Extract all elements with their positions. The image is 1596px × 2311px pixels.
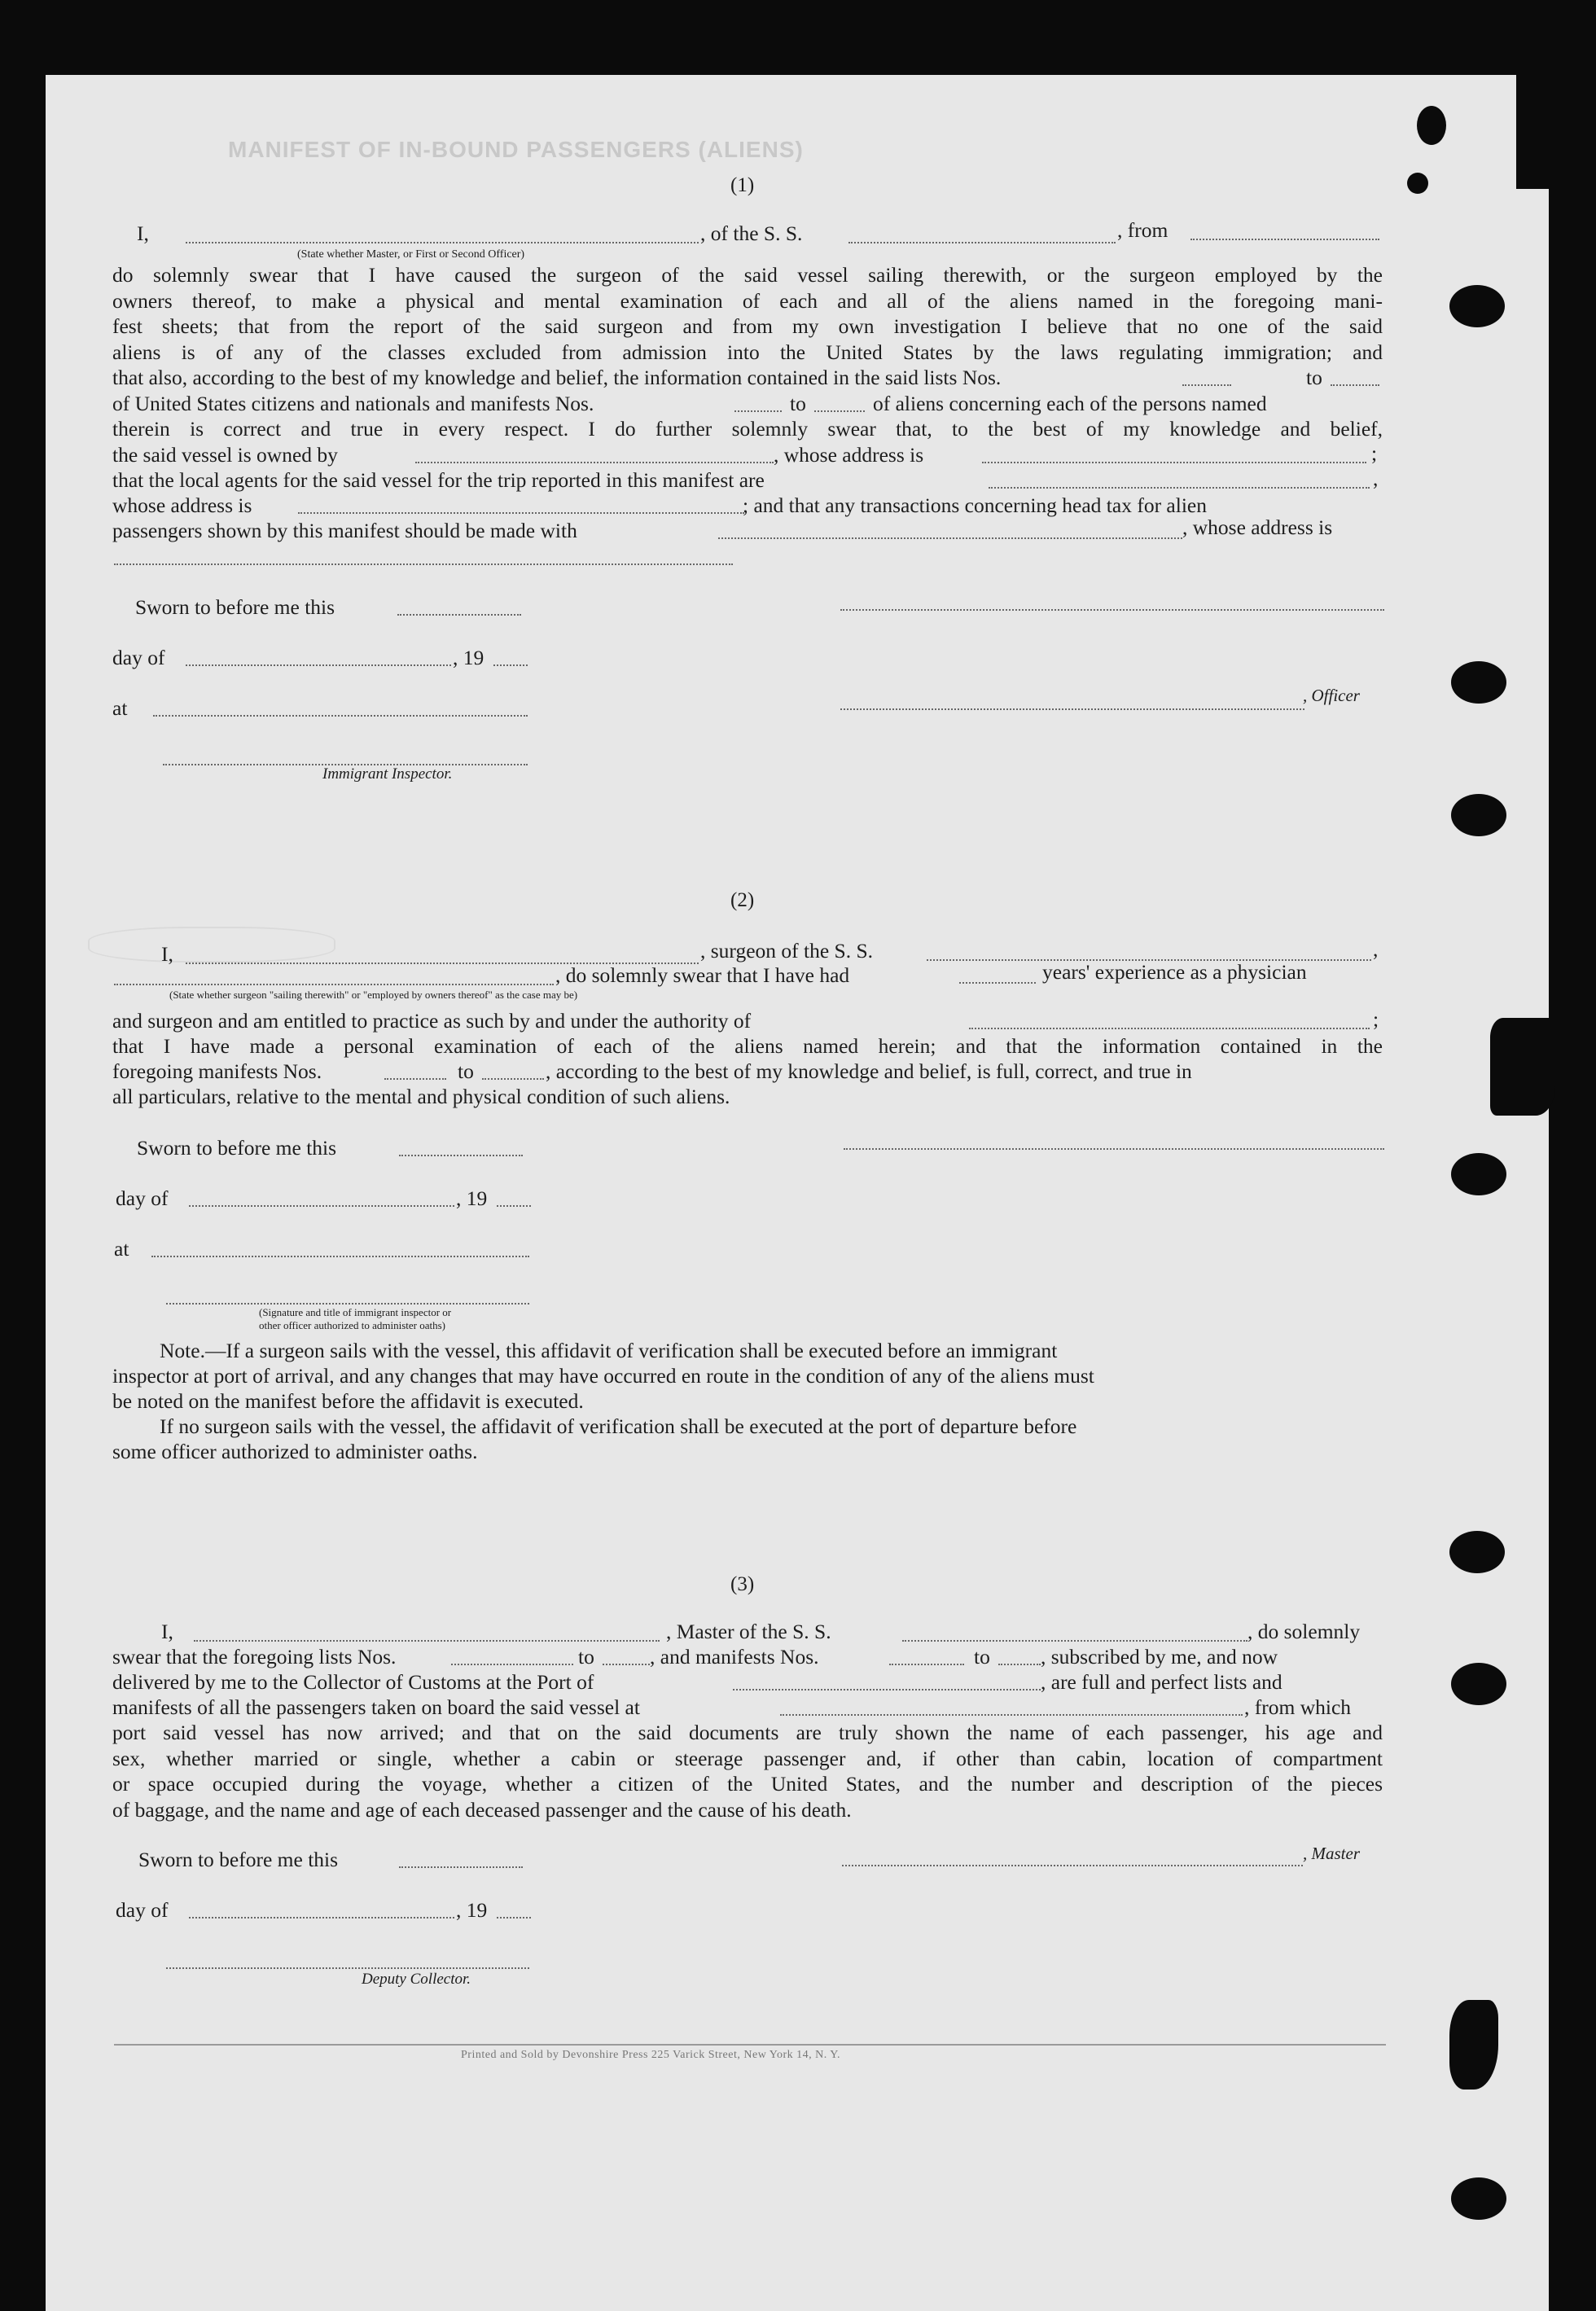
note-line-2: inspector at port of arrival, and any changes that may have occurred en route in the condition of any of the aliens must — [112, 1364, 1094, 1388]
a1-whose-address-label: whose address is — [112, 493, 252, 517]
a3-i-label: I, — [161, 1620, 173, 1643]
torn-edge — [1417, 106, 1446, 145]
a1-whose-address: , whose address is — [774, 443, 924, 467]
a3-subscribed: , subscribed by me, and now — [1041, 1645, 1278, 1669]
a3-line: or space occupied during the voyage, whether a citizen of the United States, and the number and description of the pieces — [112, 1772, 1383, 1796]
a1-officer-note: (State whether Master, or First or Second Officer) — [297, 248, 525, 261]
a1-i-label: I, — [137, 221, 149, 245]
a3-year-field[interactable] — [497, 1917, 531, 1919]
a2-manifests-from-field[interactable] — [384, 1078, 446, 1080]
a3-month-field[interactable] — [189, 1917, 454, 1919]
faint-stamp — [88, 927, 335, 963]
a2-nineteen: , 19 — [456, 1186, 488, 1210]
a3-sworn-day-field[interactable] — [399, 1866, 523, 1868]
a3-master-name-field[interactable] — [194, 1640, 660, 1642]
a1-line: fest sheets; that from the report of the said surgeon and from my own investigation I believe that no one of the said — [112, 314, 1383, 338]
a2-inspector-signature-field[interactable] — [166, 1303, 529, 1305]
a1-from-field[interactable] — [1190, 239, 1379, 240]
a1-from: , from — [1117, 218, 1168, 242]
a2-swear: , do solemnly swear that I have had — [555, 963, 850, 987]
a3-boarding-port-field[interactable] — [780, 1714, 1243, 1716]
a1-owner-address-field[interactable] — [982, 462, 1366, 463]
a3-master-of: , Master of the S. S. — [666, 1620, 831, 1643]
punch-hole — [1449, 285, 1505, 327]
a2-at-field[interactable] — [151, 1256, 529, 1257]
a2-month-field[interactable] — [189, 1205, 454, 1207]
a2-to: to — [458, 1059, 474, 1083]
a1-comma: , — [1373, 467, 1379, 490]
note-line-5: some officer authorized to administer oaths. — [112, 1440, 478, 1463]
a1-local-agents: that the local agents for the said vessel for the trip reported in this manifest are — [112, 468, 765, 492]
a3-paragraph — [112, 1720, 1383, 1822]
a3-and-manifests: , and manifests Nos. — [650, 1645, 819, 1669]
a3-delivered: delivered by me to the Collector of Customs at the Port of — [112, 1670, 594, 1694]
a1-manifests-from-field[interactable] — [734, 410, 782, 412]
a1-line-manifests: of United States citizens and nationals and manifests Nos. — [112, 392, 594, 415]
a3-nineteen: , 19 — [456, 1898, 488, 1922]
a2-at: at — [114, 1237, 129, 1261]
a3-lists-from-field[interactable] — [451, 1664, 573, 1665]
a1-line-lists: that also, according to the best of my knowledge and belief, the information contained in the said lists Nos. — [112, 366, 1002, 389]
a1-head-tax-address-field[interactable] — [114, 563, 733, 565]
a2-day-of: day of — [116, 1186, 169, 1210]
section-3-heading: (3) — [730, 1573, 755, 1595]
a1-day-of: day of — [112, 646, 165, 669]
a3-ship-field[interactable] — [902, 1640, 1247, 1642]
a1-transactions: ; and that any transactions concerning head tax for alien — [743, 493, 1207, 517]
a1-line: therein is correct and true in every respect. I do further solemnly swear that, to the best of my knowledge and belief, — [112, 417, 1383, 441]
a2-signature-note-1: (Signature and title of immigrant inspector or — [259, 1306, 452, 1318]
a1-agents-field[interactable] — [989, 487, 1370, 489]
a1-line: aliens is of any of the classes excluded from admission into the United States by the laws regulating immigration; and — [112, 340, 1383, 364]
a3-sworn: Sworn to before me this — [138, 1848, 339, 1871]
a2-surgeon-note: (State whether surgeon "sailing therewith" or "employed by owners thereof" as the case may be) — [169, 989, 578, 1001]
a2-sworn: Sworn to before me this — [137, 1136, 337, 1160]
a3-to-2: to — [974, 1645, 990, 1669]
a3-lists-to-field[interactable] — [603, 1664, 650, 1665]
torn-edge — [1449, 2000, 1498, 2090]
a2-sworn-day-field[interactable] — [399, 1155, 523, 1156]
a3-master-signature-field[interactable] — [842, 1865, 1303, 1866]
a1-lists-from-field[interactable] — [1182, 384, 1231, 386]
footer-rule — [114, 2044, 1386, 2046]
a2-surgeon-signature-field[interactable] — [844, 1148, 1384, 1150]
note-line-1: Note.—If a surgeon sails with the vessel, this affidavit of verification shall be executed before an immigrant — [160, 1339, 1058, 1362]
bleed-through-title: MANIFEST OF IN-BOUND PASSENGERS (ALIENS) — [228, 137, 804, 162]
section-1-heading: (1) — [730, 174, 755, 196]
a3-do-solemnly: , do solemnly — [1247, 1620, 1361, 1643]
a1-whose-address-end: , whose address is — [1182, 515, 1333, 539]
printer-imprint: Printed and Sold by Devonshire Press 225 Varick Street, New York 14, N. Y. — [461, 2049, 841, 2061]
a2-surgeon-type-field[interactable] — [114, 984, 554, 985]
a1-sworn-day-field[interactable] — [397, 614, 521, 616]
a3-from-which: , from which — [1244, 1695, 1352, 1719]
a1-owner-field[interactable] — [415, 462, 774, 463]
punch-hole — [1451, 1663, 1506, 1705]
a1-year-field[interactable] — [493, 664, 528, 666]
a1-manifests-to-field[interactable] — [814, 410, 865, 412]
a2-semicolon: ; — [1373, 1007, 1379, 1031]
a1-line: do solemnly swear that I have caused the surgeon of the said vessel sailing therewith, or the surgeon employed by the — [112, 263, 1383, 287]
a3-swear-lists: swear that the foregoing lists Nos. — [112, 1645, 397, 1669]
a2-particulars: all particulars, relative to the mental and physical condition of such aliens. — [112, 1085, 730, 1108]
a3-deputy-collector: Deputy Collector. — [362, 1971, 471, 1988]
punch-hole — [1451, 794, 1506, 836]
a1-to-1: to — [1306, 366, 1322, 389]
a2-according: , according to the best of my knowledge and belief, is full, correct, and true in — [546, 1059, 1192, 1083]
a2-line: that I have made a personal examination of each of the aliens named herein; and that the information contained in the — [112, 1034, 1383, 1058]
torn-edge — [1516, 75, 1549, 189]
a1-month-field[interactable] — [186, 664, 451, 666]
a3-manifests-from-field[interactable] — [889, 1664, 964, 1665]
a1-of-aliens: of aliens concerning each of the persons named — [873, 392, 1267, 415]
a1-agents-address-field[interactable] — [298, 512, 744, 514]
a2-year-field[interactable] — [497, 1205, 531, 1207]
a1-officer-label: , Officer — [1303, 686, 1360, 705]
torn-edge — [1407, 173, 1428, 194]
punch-hole — [1451, 1153, 1506, 1195]
a1-officer-signature-field[interactable] — [840, 609, 1384, 611]
a2-signature-note-2: other officer authorized to administer oaths) — [259, 1319, 445, 1331]
a3-day-of: day of — [116, 1898, 169, 1922]
a1-owned-by: the said vessel is owned by — [112, 443, 338, 467]
a2-comma: , — [1373, 937, 1379, 961]
a1-lists-to-field[interactable] — [1331, 384, 1379, 386]
a3-master-label: , Master — [1303, 1844, 1360, 1863]
a2-surgeon-of: , surgeon of the S. S. — [700, 939, 874, 963]
section-2-heading: (2) — [730, 889, 755, 911]
punch-hole — [1451, 661, 1506, 704]
a3-full-perfect: , are full and perfect lists and — [1041, 1670, 1282, 1694]
a3-line: sex, whether married or single, whether a cabin or steerage passenger and, if other than cabin, location of compartment — [112, 1746, 1383, 1770]
a1-sworn: Sworn to before me this — [135, 595, 335, 619]
a1-paragraph-cont — [112, 416, 1383, 442]
a1-officer-title-field[interactable] — [840, 708, 1304, 710]
a1-paragraph — [112, 262, 1383, 365]
a1-immigrant-inspector: Immigrant Inspector. — [322, 765, 453, 783]
a1-to-2: to — [790, 392, 806, 415]
a1-semicolon: ; — [1371, 441, 1378, 465]
a2-years: years' experience as a physician — [1042, 960, 1307, 984]
a2-i-label: I, — [161, 942, 173, 966]
punch-hole — [1451, 2177, 1506, 2220]
a3-port-field[interactable] — [733, 1689, 1041, 1690]
a1-nineteen: , 19 — [453, 646, 484, 669]
note-line-4: If no surgeon sails with the vessel, the affidavit of verification shall be executed at the port of departure before — [160, 1414, 1077, 1438]
a2-authority: and surgeon and am entitled to practice as such by and under the authority of — [112, 1009, 752, 1033]
a3-line: port said vessel has now arrived; and that on the said documents are truly shown the name of each passenger, his age and — [112, 1721, 1383, 1744]
a3-manifests-to-field[interactable] — [998, 1664, 1041, 1665]
a1-line: owners thereof, to make a physical and mental examination of each and all of the aliens named in the foregoing mani- — [112, 288, 1383, 313]
a2-authority-field[interactable] — [969, 1028, 1370, 1029]
note-line-3: be noted on the manifest before the affidavit is executed. — [112, 1389, 584, 1413]
a3-collector-signature-field[interactable] — [166, 1967, 529, 1969]
a1-at: at — [112, 696, 128, 720]
a3-manifests-taken: manifests of all the passengers taken on board the said vessel at — [112, 1695, 640, 1719]
punch-hole — [1449, 1531, 1505, 1573]
a3-to-1: to — [578, 1645, 594, 1669]
a1-of-ss: , of the S. S. — [700, 221, 803, 245]
a1-officer-field[interactable] — [186, 242, 699, 243]
a1-ship-field[interactable] — [848, 242, 1116, 243]
a2-years-field[interactable] — [959, 982, 1036, 984]
a1-passengers: passengers shown by this manifest should be made with — [112, 519, 577, 542]
a1-head-tax-field[interactable] — [718, 537, 1182, 539]
a3-line: of baggage, and the name and age of each deceased passenger and the cause of his death. — [112, 1797, 852, 1822]
torn-edge — [1490, 1018, 1555, 1116]
a2-manifests-to-field[interactable] — [482, 1078, 544, 1080]
a2-manifests: foregoing manifests Nos. — [112, 1059, 322, 1083]
a1-at-field[interactable] — [153, 715, 528, 717]
a2-paragraph — [112, 1033, 1383, 1059]
